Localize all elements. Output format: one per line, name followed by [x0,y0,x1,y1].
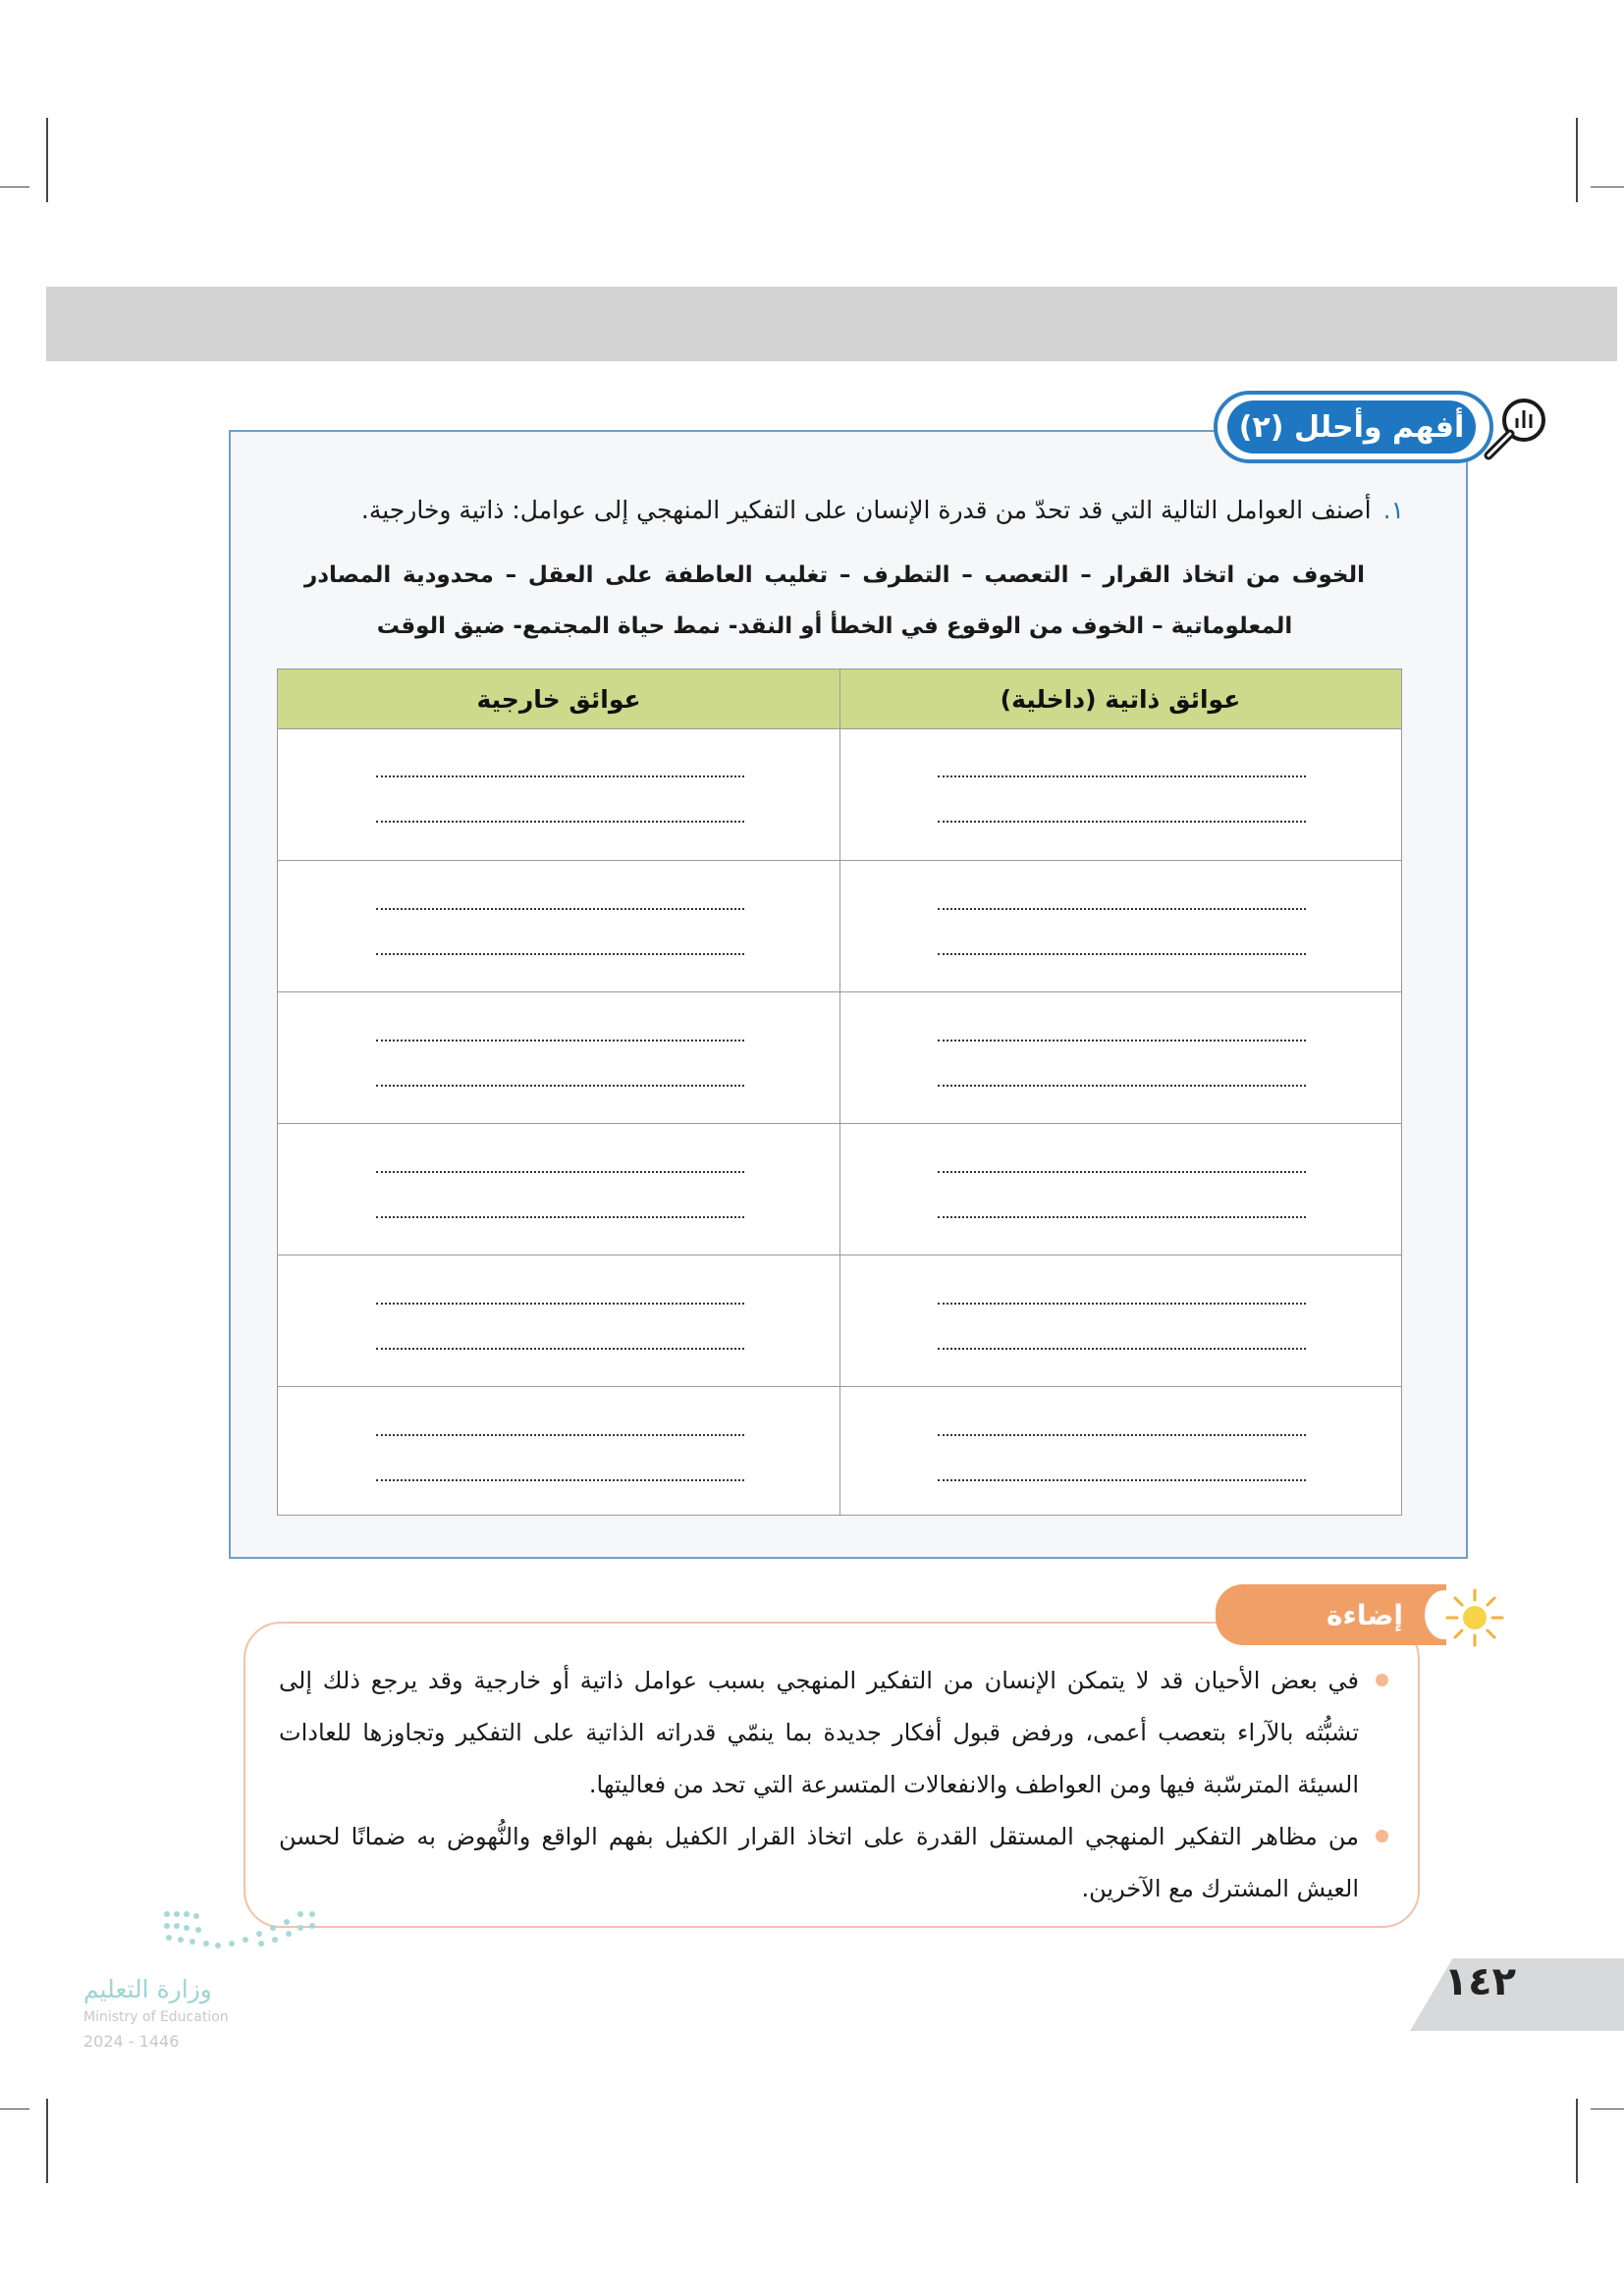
answer-line[interactable] [938,1479,1306,1481]
answer-line[interactable] [938,1171,1306,1173]
ministry-name-ar: وزارة التعليم [83,1975,212,2003]
question-body: أصنف العوامل التالية التي قد تحدّ من قدرة الإنسان على التفكير المنهجي إلى عوامل: ذاتية وخارجية. [360,496,1372,524]
header-band [46,287,1617,361]
answer-line[interactable] [376,1216,744,1218]
crop-mark [1576,2099,1578,2183]
note-list [279,1655,1388,1915]
answer-line[interactable] [376,953,744,955]
answer-line[interactable] [938,908,1306,910]
note-item-text: في بعض الأحيان قد لا يتمكن الإنسان من التفكير المنهجي بسبب عوامل ذاتية أو خارجية وقد يرجع ذلك إلى تشبُّثه بالآراء بتعصب أعمى، ورفض قبول أفكار جديدة بما ينمّي قدراته الذاتية على التفكير وتجاوزها للعادات السيئة المترسّبة فيها ومن العواطف والانفعالات المتسرعة التي تحد من فعاليتها. [279,1667,1359,1798]
answer-line[interactable] [376,1303,744,1305]
sun-icon [1445,1588,1504,1647]
table-row [278,991,1401,1123]
answer-line[interactable] [938,953,1306,955]
section-title-tab [1214,391,1493,463]
note-title: إضاءة [1326,1598,1403,1631]
crop-mark [1576,118,1578,202]
crop-mark [46,2099,48,2183]
table-row [278,860,1401,991]
answer-line[interactable] [376,1434,744,1436]
answer-line[interactable] [938,1303,1306,1305]
answer-line[interactable] [376,821,744,823]
answer-line[interactable] [376,1085,744,1087]
answer-line[interactable] [938,775,1306,777]
question-text [226,496,1404,524]
answer-line[interactable] [938,1085,1306,1087]
answer-line[interactable] [376,1348,744,1350]
section-title: أفهم وأحلل (٢) [1238,409,1465,445]
bullet-icon [1376,1830,1388,1842]
crop-mark [46,118,48,202]
answer-line[interactable] [376,1171,744,1173]
header-internal-barriers: عوائق ذاتية (داخلية) [1000,684,1241,714]
answer-line[interactable] [938,821,1306,823]
page-number-tab [1410,1958,1624,2031]
table-row [278,728,1401,859]
ministry-year: 2024 - 1446 [83,2032,180,2051]
classification-table [277,668,1402,1516]
bullet-icon [1376,1674,1388,1686]
header-external-barriers: عوائق خارجية [476,684,641,714]
answer-line[interactable] [938,1348,1306,1350]
factors-list: الخوف من اتخاذ القرار – التعصب – التطرف – تغليب العاطفة على العقل – محدودية المصادر المعلوماتية – الخوف من الوقوع في الخطأ أو النقد- نمط حياة المجتمع- ضيق الوقت [304,562,1365,639]
list-item [279,1811,1388,1915]
answer-line[interactable] [376,775,744,777]
answer-line[interactable] [938,1040,1306,1041]
table-row [278,1255,1401,1386]
magnifier-chart-icon [1479,393,1553,467]
answer-line[interactable] [376,1479,744,1481]
table-row [278,1386,1401,1516]
note-title-tab [1216,1584,1446,1645]
answer-line[interactable] [938,1434,1306,1436]
answer-line[interactable] [938,1216,1306,1218]
table-row [278,1123,1401,1255]
page-number: ١٤٢ [1443,1959,1516,2004]
answer-line[interactable] [376,1040,744,1041]
question-number: ١. [1382,496,1404,524]
ministry-logo-icon [157,1904,324,1963]
ministry-name-en: Ministry of Education [83,2009,229,2025]
note-item-text: من مظاهر التفكير المنهجي المستقل القدرة على اتخاذ القرار الكفيل بفهم الواقع والنُّهوض به ضمانًا لحسن العيش المشترك مع الآخرين. [279,1823,1359,1902]
answer-line[interactable] [376,908,744,910]
list-item [279,1655,1388,1811]
